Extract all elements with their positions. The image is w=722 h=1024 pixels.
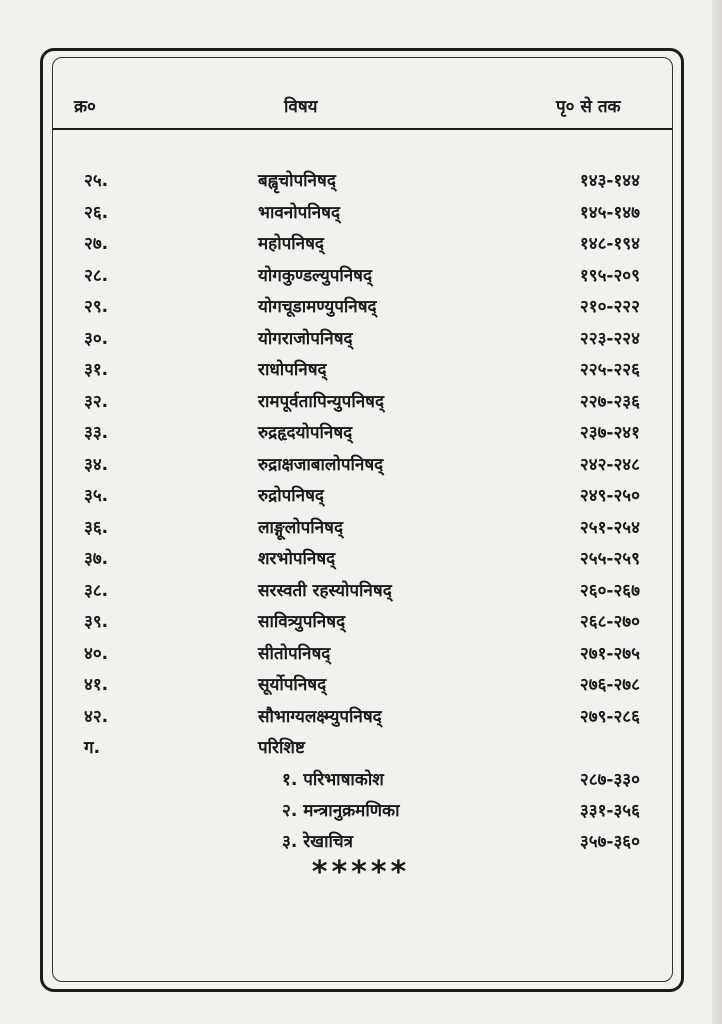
appendix-item — [0, 798, 722, 829]
item-pages: २५१-२५४ — [579, 517, 640, 538]
item-number: ३२. — [84, 391, 109, 412]
item-number: ४२. — [84, 706, 109, 727]
item-pages: २७१-२७५ — [579, 643, 640, 664]
item-title: रुद्रोपनिषद् — [258, 486, 324, 506]
list-item — [0, 231, 722, 263]
item-pages: २२३-२२४ — [579, 328, 640, 349]
item-title: राधोपनिषद् — [258, 360, 327, 380]
header-pages: पृ० से तक — [556, 97, 621, 117]
list-item — [0, 420, 722, 452]
list-item — [0, 672, 722, 704]
item-title: सरस्वती रहस्योपनिषद् — [258, 580, 392, 601]
list-item — [0, 200, 722, 232]
list-item — [0, 452, 722, 484]
list-item — [0, 546, 722, 578]
item-number: ३५. — [84, 486, 109, 506]
header-subject: विषय — [284, 97, 318, 117]
appendix-title: १. परिभाषाकोश — [282, 769, 384, 790]
list-item — [0, 389, 722, 421]
contents-list — [0, 168, 722, 860]
item-pages: २७९-२८६ — [579, 706, 640, 727]
list-item — [0, 357, 722, 389]
list-item — [0, 294, 722, 326]
appendix-title: २. मन्त्रानुक्रमणिका — [282, 800, 400, 821]
item-number: २६. — [84, 202, 109, 223]
header-number: क्र० — [74, 97, 96, 117]
appendix-pages: ३५७-३६० — [579, 831, 640, 852]
item-number: ३४. — [84, 454, 109, 475]
item-title: सूर्योपनिषद् — [258, 675, 327, 695]
item-number: ३९. — [84, 612, 109, 632]
item-number: ४१. — [84, 675, 109, 695]
item-number: ३३. — [84, 423, 109, 443]
header-divider — [53, 128, 672, 130]
list-item — [0, 263, 722, 295]
list-item — [0, 578, 722, 610]
list-item — [0, 704, 722, 736]
item-title: सीतोपनिषद् — [258, 643, 331, 664]
item-number: ३०. — [84, 328, 109, 349]
list-item — [0, 483, 722, 515]
item-number: २५. — [84, 171, 109, 191]
item-pages: २२५-२२६ — [579, 360, 640, 380]
item-pages: १४५-१४७ — [579, 202, 640, 223]
item-title: योगकुण्डल्युपनिषद् — [258, 265, 373, 286]
item-pages: २६८-२७० — [579, 612, 640, 632]
item-title: भावनोपनिषद् — [258, 202, 340, 223]
item-pages: २३७-२४१ — [579, 423, 640, 443]
item-number: २७. — [84, 234, 109, 254]
item-number: ३७. — [84, 549, 109, 569]
item-pages: १४८-१९४ — [579, 234, 640, 254]
item-title: लाङ्गूलोपनिषद् — [258, 517, 343, 538]
item-pages: १४३-१४४ — [579, 171, 640, 191]
item-pages: २४९-२५० — [579, 486, 640, 506]
item-title: परिशिष्ट — [258, 738, 305, 758]
item-pages: २७६-२७८ — [579, 675, 640, 695]
item-title: रुद्राक्षजाबालोपनिषद् — [258, 454, 384, 475]
item-title: योगचूडामण्युपनिषद् — [258, 297, 377, 317]
item-number: ग. — [84, 738, 101, 758]
item-number: २९. — [84, 297, 109, 317]
item-pages: २१०-२२२ — [579, 297, 640, 317]
item-title: शरभोपनिषद् — [258, 549, 336, 569]
item-number: ३६. — [84, 517, 109, 538]
appendix-heading — [0, 735, 722, 767]
item-title: रामपूर्वतापिन्युपनिषद् — [258, 391, 385, 412]
item-title: महोपनिषद् — [258, 234, 324, 254]
item-number: ३१. — [84, 360, 109, 380]
item-pages: २५५-२५९ — [579, 549, 640, 569]
item-title: सौभाग्यलक्ष्म्युपनिषद् — [258, 706, 382, 727]
item-title: बह्वृचोपनिषद् — [258, 171, 336, 191]
item-number: ४०. — [84, 643, 109, 664]
appendix-item — [0, 767, 722, 798]
appendix-title: ३. रेखाचित्र — [282, 831, 354, 852]
appendix-pages: २८७-३३० — [579, 769, 640, 790]
item-title: रुद्रहृदयोपनिषद् — [258, 423, 353, 443]
item-title: योगराजोपनिषद् — [258, 328, 353, 349]
item-title: सावित्र्युपनिषद् — [258, 612, 346, 632]
item-pages: २२७-२३६ — [579, 391, 640, 412]
list-item — [0, 168, 722, 200]
item-pages: २६०-२६७ — [579, 580, 640, 601]
list-item — [0, 515, 722, 547]
item-pages: १९५-२०९ — [579, 265, 640, 286]
item-number: ३८. — [84, 580, 109, 601]
item-number: २८. — [84, 265, 109, 286]
end-ornament: ***** — [311, 855, 411, 890]
item-pages: २४२-२४८ — [579, 454, 640, 475]
list-item — [0, 641, 722, 673]
list-item — [0, 326, 722, 358]
list-item — [0, 609, 722, 641]
appendix-pages: ३३१-३५६ — [579, 800, 640, 821]
